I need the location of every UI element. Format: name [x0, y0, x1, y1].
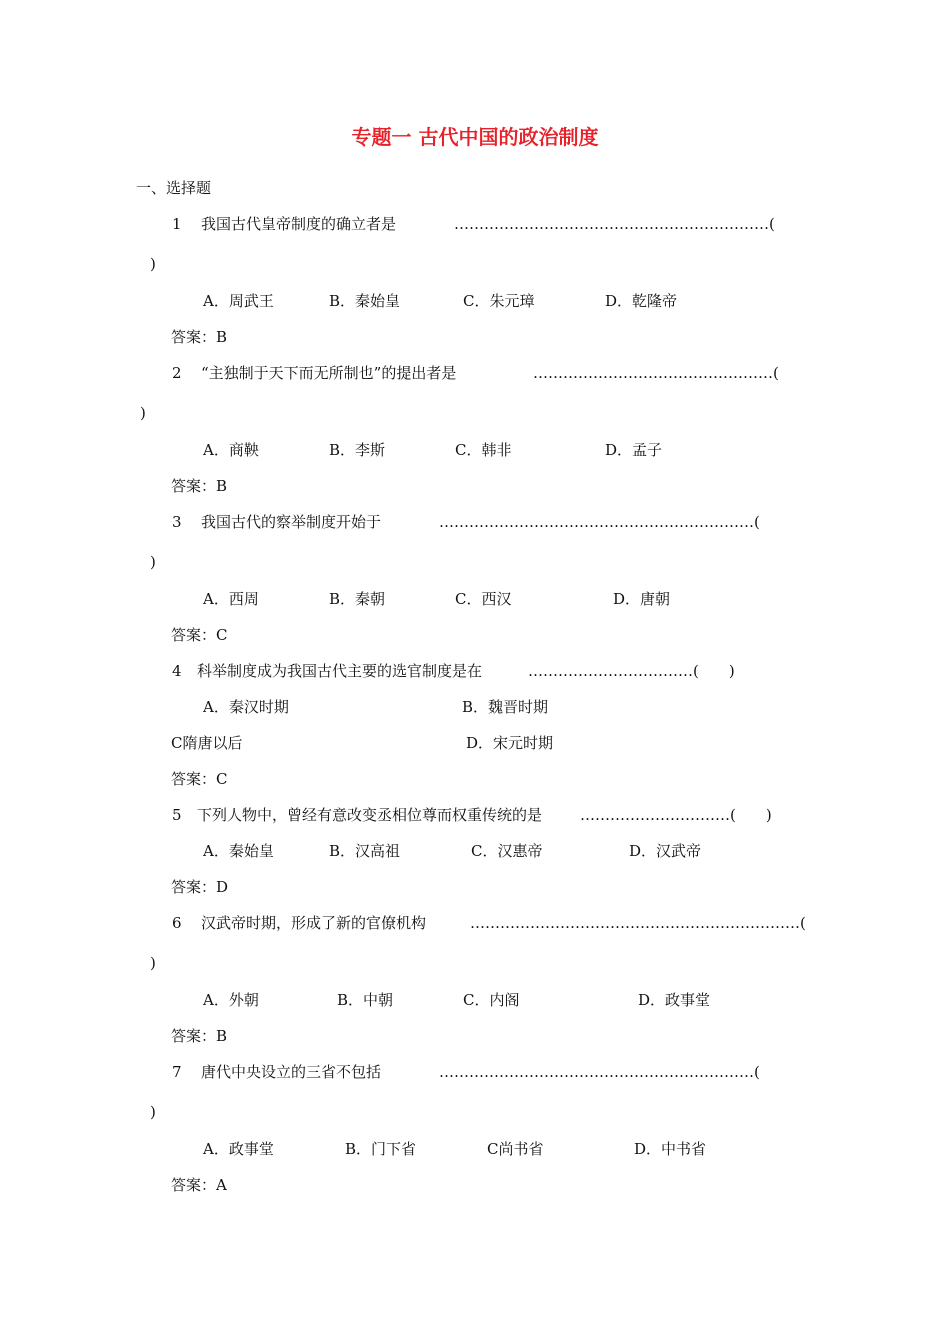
answer-text: 答案：B: [171, 477, 228, 495]
answer-bracket: ): [150, 255, 156, 273]
option-d: D．唐朝: [613, 590, 671, 608]
option-c: C．内阁: [463, 991, 520, 1009]
question-number: 3: [172, 513, 182, 531]
option-b: B．李斯: [329, 441, 386, 459]
question-stem: 科举制度成为我国古代主要的选官制度是在: [197, 662, 483, 680]
option-a: A．商鞅: [203, 441, 259, 459]
answer-text: 答案：C: [171, 626, 228, 644]
option-d: D．宋元时期: [466, 734, 554, 752]
dot-leader: …………………………………………………………(: [470, 914, 806, 932]
answer-bracket: ): [150, 1103, 156, 1121]
option-c: C．韩非: [455, 441, 512, 459]
option-a: A．政事堂: [203, 1140, 274, 1158]
question-number: 1: [172, 215, 182, 233]
option-a: A．周武王: [203, 292, 274, 310]
option-c: C．西汉: [455, 590, 512, 608]
answer-text: 答案：B: [171, 328, 228, 346]
page-title: 专题一 古代中国的政治制度: [351, 125, 599, 149]
option-a: A．秦始皇: [203, 842, 274, 860]
option-c: C．朱元璋: [463, 292, 535, 310]
question-stem: 我国古代皇帝制度的确立者是: [201, 215, 397, 233]
option-c: C隋唐以后: [171, 734, 243, 752]
option-b: B．秦始皇: [329, 292, 401, 310]
question-number: 6: [172, 914, 182, 932]
question-stem: 下列人物中，曾经有意改变丞相位尊而权重传统的是: [197, 806, 543, 824]
option-d: D．中书省: [634, 1140, 707, 1158]
option-a: A．秦汉时期: [203, 698, 289, 716]
question-stem: “主独制于天下而无所制也”的提出者是: [201, 364, 457, 382]
option-c: C尚书省: [487, 1140, 544, 1158]
question-number: 2: [172, 364, 182, 382]
option-b: B．魏晋时期: [462, 698, 549, 716]
option-d: D．孟子: [605, 441, 663, 459]
question-stem: 我国古代的察举制度开始于: [201, 513, 382, 531]
option-d: D．政事堂: [638, 991, 711, 1009]
dot-leader: ………………………………………………………(: [439, 1063, 760, 1081]
answer-text: 答案：A: [171, 1176, 227, 1194]
answer-text: 答案：B: [171, 1027, 228, 1045]
option-a: A．外朝: [203, 991, 259, 1009]
question-stem: 唐代中央设立的三省不包括: [201, 1063, 382, 1081]
question-number: 5: [172, 806, 182, 824]
question-stem: 汉武帝时期，形成了新的官僚机构: [201, 914, 427, 932]
dot-leader: ……………………………( ): [528, 662, 735, 680]
option-b: B．中朝: [337, 991, 394, 1009]
option-b: B．门下省: [345, 1140, 417, 1158]
answer-text: 答案：C: [171, 770, 228, 788]
answer-text: 答案：D: [171, 878, 229, 896]
dot-leader: ………………………………………………………(: [439, 513, 760, 531]
option-c: C．汉惠帝: [471, 842, 543, 860]
option-a: A．西周: [203, 590, 259, 608]
dot-leader: ………………………………………………………(: [454, 215, 775, 233]
answer-bracket: ): [140, 404, 146, 422]
answer-bracket: ): [150, 553, 156, 571]
option-d: D．乾隆帝: [605, 292, 678, 310]
option-d: D．汉武帝: [629, 842, 702, 860]
option-b: B．汉高祖: [329, 842, 401, 860]
dot-leader: …………………………( ): [580, 806, 772, 824]
question-number: 4: [172, 662, 182, 680]
question-number: 7: [172, 1063, 182, 1081]
answer-bracket: ): [150, 954, 156, 972]
dot-leader: …………………………………………(: [533, 364, 779, 382]
option-b: B．秦朝: [329, 590, 386, 608]
section-heading: 一、选择题: [136, 179, 212, 197]
